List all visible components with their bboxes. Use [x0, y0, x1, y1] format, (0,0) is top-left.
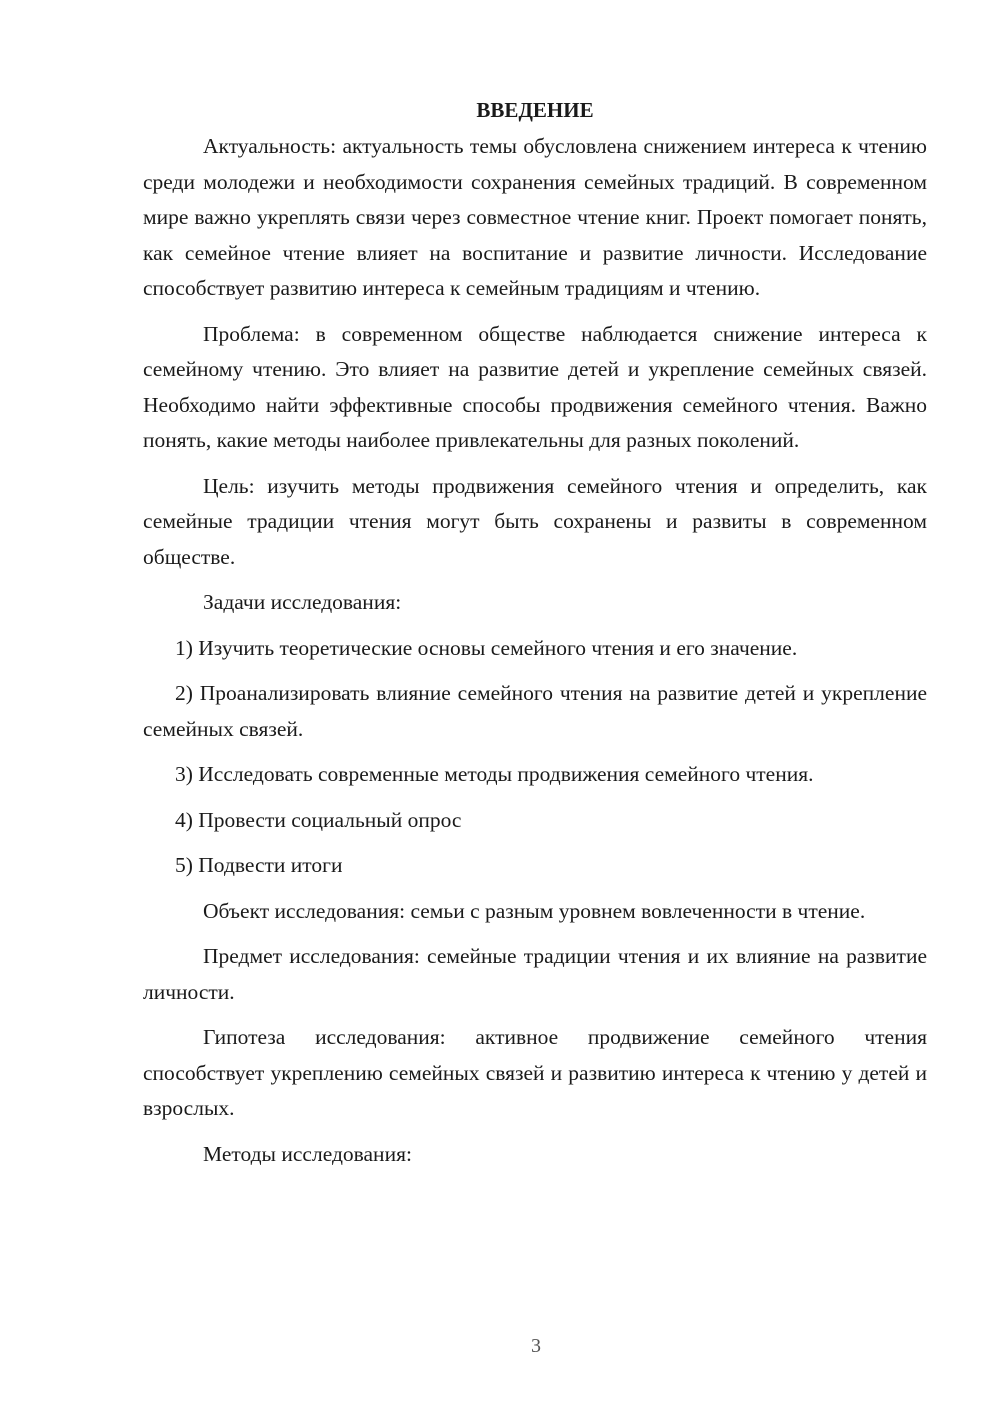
task-item-2: 2) Проанализировать влияние семейного чтения на развитие детей и укрепление семейных связей.	[143, 681, 927, 741]
paragraph-hypothesis: Гипотеза исследования: активное продвижение семейного чтения способствует укреплению семейных связей и развитию интереса к чтению у детей и взрослых.	[143, 1025, 927, 1120]
task-item-4: 4) Провести социальный опрос	[175, 807, 462, 832]
paragraph-goal: Цель: изучить методы продвижения семейного чтения и определить, как семейные традиции чтения могут быть сохранены и развиты в современном обществе.	[143, 473, 927, 569]
paragraph-tasks-heading: Задачи исследования:	[203, 590, 402, 614]
document-page	[143, 92, 927, 1182]
task-item-5: 5) Подвести итоги	[175, 853, 343, 877]
paragraph-relevance: Актуальность: актуальность темы обусловлена снижением интереса к чтению среди молодежи и необходимости сохранения семейных традиций. В современном мире важно укреплять связи через совместное чтение книг. Проект помогает понять, как семейное чтение влияет на воспитание и развитие личности. Исследование способствует развитию интереса к семейным традициям и чтению.	[143, 134, 927, 300]
paragraph-problem: Проблема: в современном обществе наблюдается снижение интереса к семейному чтению. Это влияет на развитие детей и укрепление семейных связей. Необходимо найти эффективные способы продвижения семейного чтения. Важно понять, какие методы наиболее привлекательны для разных поколений.	[143, 321, 927, 452]
paragraph-methods: Методы исследования:	[203, 1141, 412, 1166]
paragraph-subject: Предмет исследования: семейные традиции чтения и их влияние на развитие личности.	[143, 944, 927, 1004]
task-item-1: 1) Изучить теоретические основы семейного чтения и его значение.	[175, 635, 798, 660]
page-number: 3	[531, 1335, 541, 1357]
page-title: ВВЕДЕНИЕ	[476, 98, 594, 122]
paragraph-object: Объект исследования: семьи с разным уровнем вовлеченности в чтение.	[203, 898, 866, 923]
task-item-3: 3) Исследовать современные методы продвижения семейного чтения.	[175, 762, 814, 786]
